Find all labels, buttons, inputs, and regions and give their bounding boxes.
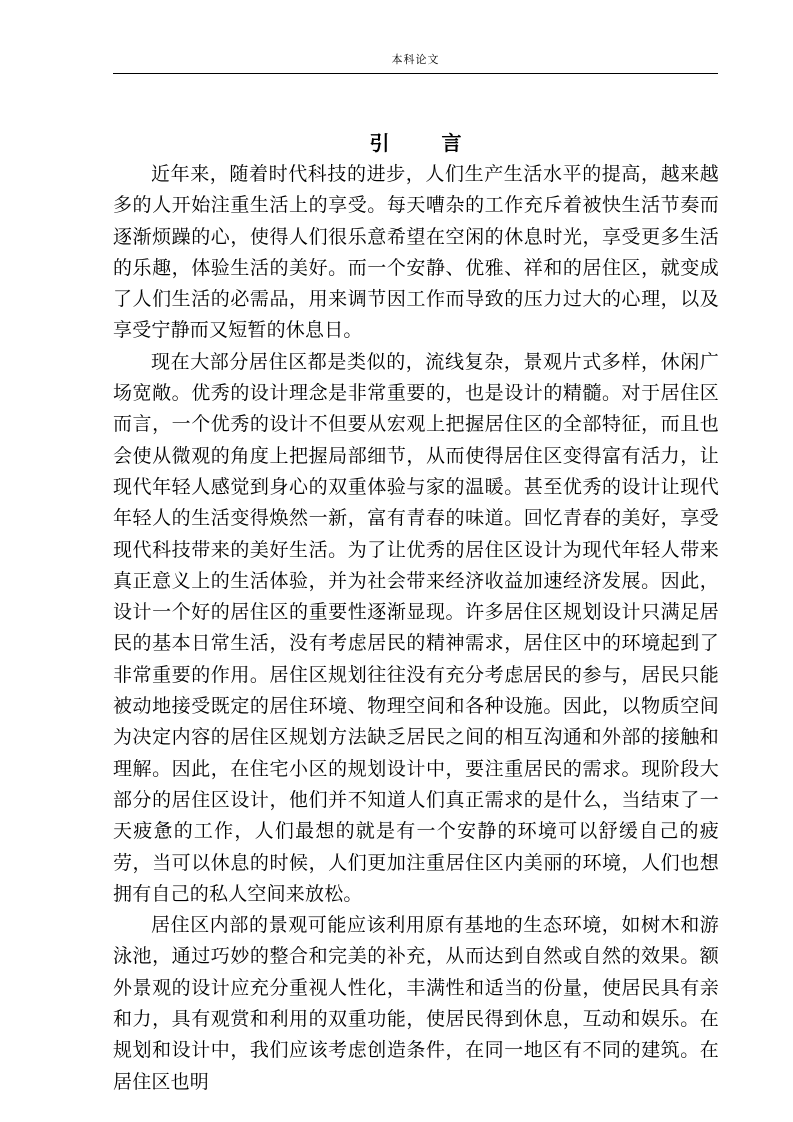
running-header: 本科论文 — [391, 53, 440, 66]
section-title — [113, 128, 718, 158]
paragraph: 近年来，随着时代科技的进步，人们生产生活水平的提高，越来越多的人开始注重生活上的享受。每天嘈杂的工作充斥着被快生活节奏而逐渐烦躁的心，使得人们很乐意希望在空闲的休息时光，享受更多生活的乐趣，体验生活的美好。而一个安静、优雅、祥和的居住区，就变成了人们生活的必需品，用来调节因工作而导致的压力过大的心理，以及享受宁静而又短暂的休息日。 — [113, 163, 719, 342]
body-text — [113, 159, 719, 1098]
paragraph: 现在大部分居住区都是类似的，流线复杂，景观片式多样，休闲广场宽敞。优秀的设计理念是非常重要的，也是设计的精髓。对于居住区而言，一个优秀的设计不但要从宏观上把握居住区的全部特征，而且也会使从微观的角度上把握局部细节，从而使得居住区变得富有活力，让现代年轻人感觉到身心的双重体验与家的温暖。甚至优秀的设计让现代年轻人的生活变得焕然一新，富有青春的味道。回忆青春的美好，享受现代科技带来的美好生活。为了让优秀的居住区设计为现代年轻人带来真正意义上的生活体验，并为社会带来经济收益加速经济发展。因此，设计一个好的居住区的重要性逐渐显现。许多居住区规划设计只满足居民的基本日常生活，没有考虑居民的精神需求，居住区中的环境起到了非常重要的作用。居住区规划往往没有充分考虑居民的参与，居民只能被动地接受既定的居住环境、物理空间和各种设施。因此，以物质空间为决定内容的居住区规划方法缺乏居民之间的相互沟通和外部的接触和理解。因此，在住宅小区的规划设计中，要注重居民的需求。现阶段大部分的居住区设计，他们并不知道人们真正需求的是什么，当结束了一天疲惫的工作，人们最想的就是有一个安静的环境可以舒缓自己的疲劳，当可以休息的时候，人们更加注重居住区内美丽的环境，人们也想拥有自己的私人空间来放松。 — [113, 350, 719, 905]
section-title-part-1: 引 — [369, 131, 390, 155]
paragraph: 居住区内部的景观可能应该利用原有基地的生态环境，如树木和游泳池，通过巧妙的整合和完美的补充，从而达到自然或自然的效果。额外景观的设计应充分重视人性化，丰满性和适当的份量，使居民具有亲和力，具有观赏和利用的双重功能，使居民得到休息，互动和娱乐。在规划和设计中，我们应该考虑创造条件，在同一地区有不同的建筑。在居住区也明 — [113, 914, 719, 1093]
section-title-part-2: 言 — [441, 131, 462, 155]
header-rule — [113, 73, 718, 74]
